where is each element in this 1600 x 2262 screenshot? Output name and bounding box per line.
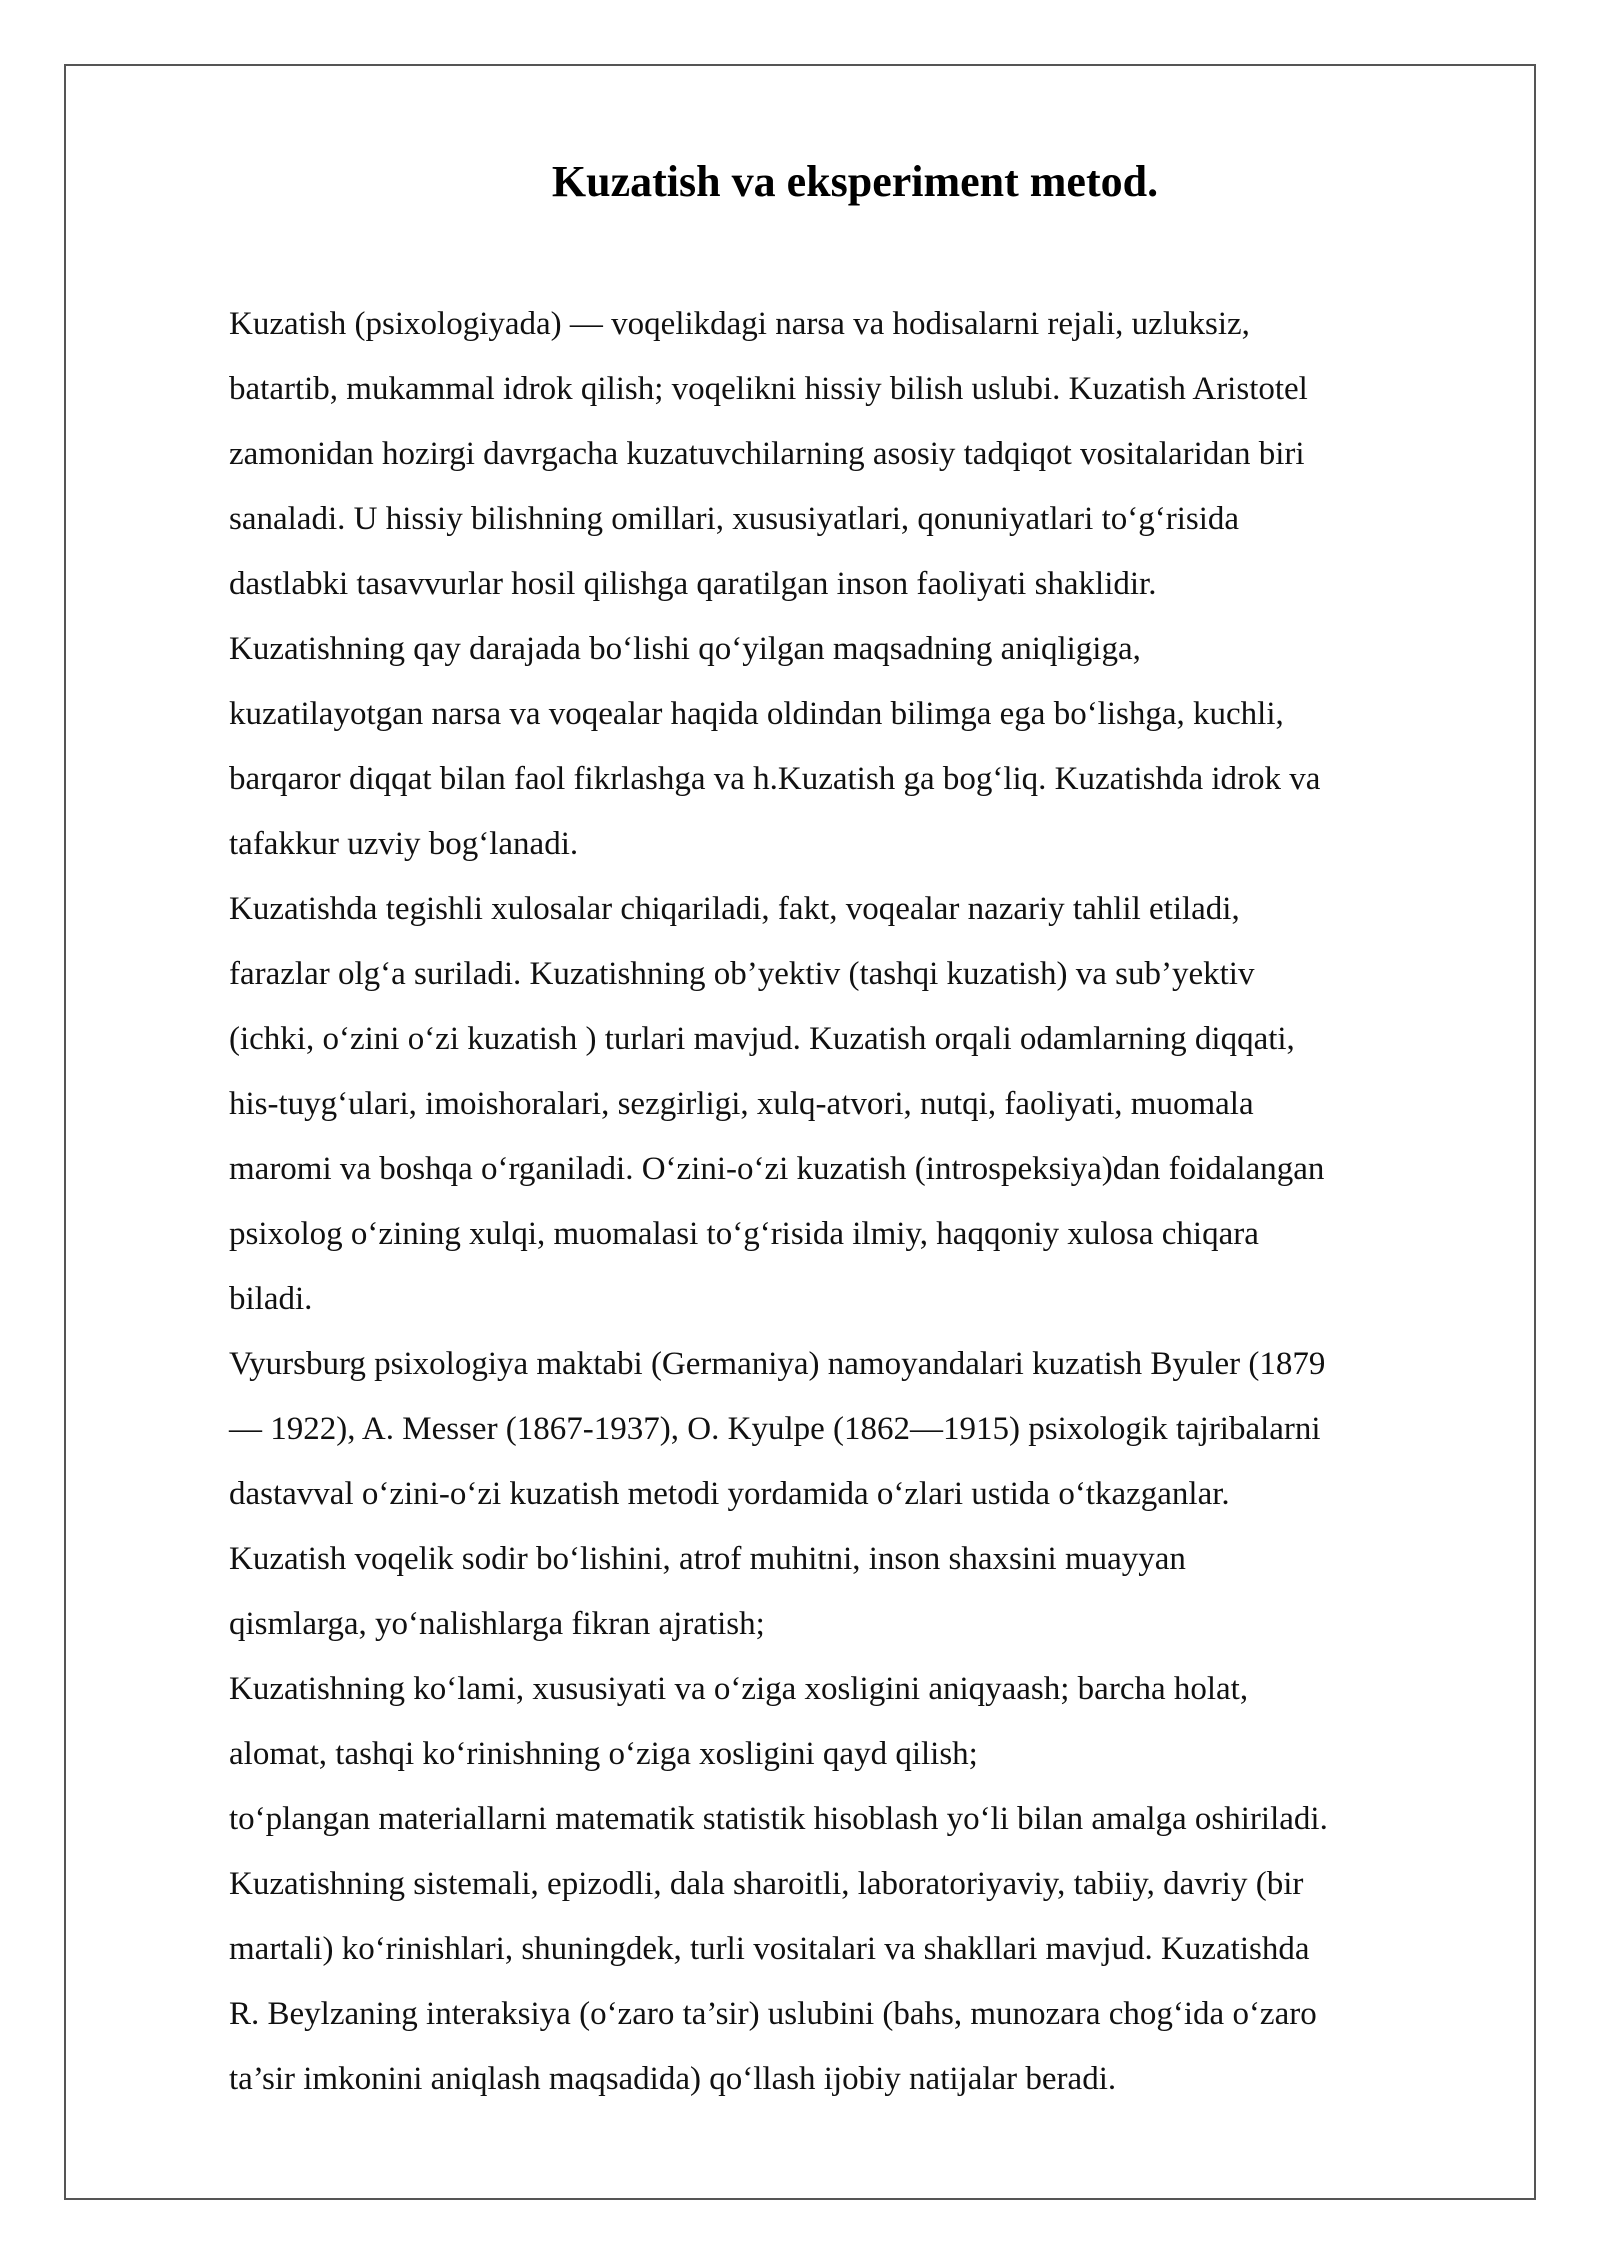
body-text-line: Kuzatishning qay darajada bo‘lishi qo‘yilgan maqsadning aniqligiga,	[229, 631, 1141, 667]
body-text-line: ta’sir imkonini aniqlash maqsadida) qo‘llash ijobiy natijalar beradi.	[229, 2061, 1117, 2097]
body-text-line: sanaladi. U hissiy bilishning omillari, xususiyatlari, qonuniyatlari to‘g‘risida	[229, 501, 1240, 537]
document-title: Kuzatish va eksperiment metod.	[551, 157, 1159, 206]
body-text-line: R. Beylzaning interaksiya (o‘zaro ta’sir) uslubini (bahs, munozara chog‘ida o‘zaro	[229, 1996, 1317, 2032]
body-text-line: Kuzatishda tegishli xulosalar chiqariladi, fakt, voqealar nazariy tahlil etiladi,	[229, 891, 1240, 927]
body-text-line: alomat, tashqi ko‘rinishning o‘ziga xosligini qayd qilish;	[229, 1736, 978, 1772]
body-text-line: qismlarga, yo‘nalishlarga fikran ajratish;	[229, 1606, 765, 1642]
body-text-line: Kuzatishning ko‘lami, xususiyati va o‘ziga xosligini aniqyaash; barcha holat,	[229, 1671, 1249, 1707]
document-body	[229, 292, 1489, 2112]
body-text-line: maromi va boshqa o‘rganiladi. O‘zini-o‘zi kuzatish (introspeksiya)dan foidalangan	[229, 1151, 1325, 1187]
body-text-line: zamonidan hozirgi davrgacha kuzatuvchilarning asosiy tadqiqot vositalaridan biri	[229, 436, 1305, 472]
body-text-line: (ichki, o‘zini o‘zi kuzatish ) turlari mavjud. Kuzatish orqali odamlarning diqqati,	[229, 1021, 1295, 1057]
body-text-line: kuzatilayotgan narsa va voqealar haqida oldindan bilimga ega bo‘lishga, kuchli,	[229, 696, 1284, 732]
body-text-line: Kuzatish voqelik sodir bo‘lishini, atrof muhitni, inson shaxsini muayyan	[229, 1541, 1186, 1577]
body-text-line: martali) ko‘rinishlari, shuningdek, turli vositalari va shakllari mavjud. Kuzatishda	[229, 1931, 1310, 1967]
body-text-line: tafakkur uzviy bog‘lanadi.	[229, 826, 579, 862]
body-text-line: biladi.	[229, 1281, 313, 1317]
body-text-line: dastavval o‘zini-o‘zi kuzatish metodi yordamida o‘zlari ustida o‘tkazganlar.	[229, 1476, 1230, 1512]
body-text-line: psixolog o‘zining xulqi, muomalasi to‘g‘risida ilmiy, haqqoniy xulosa chiqara	[229, 1216, 1259, 1252]
body-text-line: Kuzatishning sistemali, epizodli, dala sharoitli, laboratoriyaviy, tabiiy, davriy (bir	[229, 1866, 1304, 1902]
body-text-line: to‘plangan materiallarni matematik statistik hisoblash yo‘li bilan amalga oshiriladi.	[229, 1801, 1328, 1837]
body-text-line: dastlabki tasavvurlar hosil qilishga qaratilgan inson faoliyati shaklidir.	[229, 566, 1157, 602]
body-text-line: barqaror diqqat bilan faol fikrlashga va h.Kuzatish ga bog‘liq. Kuzatishda idrok va	[229, 761, 1321, 797]
body-text-line: his-tuyg‘ulari, imoishoralari, sezgirligi, xulq-atvori, nutqi, faoliyati, muomala	[229, 1086, 1254, 1122]
body-text-line: — 1922), A. Messer (1867-1937), O. Kyulpe (1862—1915) psixologik tajribalarni	[229, 1411, 1321, 1447]
body-text-line: farazlar olg‘a suriladi. Kuzatishning ob’yektiv (tashqi kuzatish) va sub’yektiv	[229, 956, 1255, 992]
body-text-line: Vyursburg psixologiya maktabi (Germaniya) namoyandalari kuzatish Byuler (1879	[229, 1346, 1326, 1382]
body-text-line: batartib, mukammal idrok qilish; voqelikni hissiy bilish uslubi. Kuzatish Aristotel	[229, 371, 1308, 407]
body-text-line: Kuzatish (psixologiyada) — voqelikdagi narsa va hodisalarni rejali, uzluksiz,	[229, 306, 1250, 342]
